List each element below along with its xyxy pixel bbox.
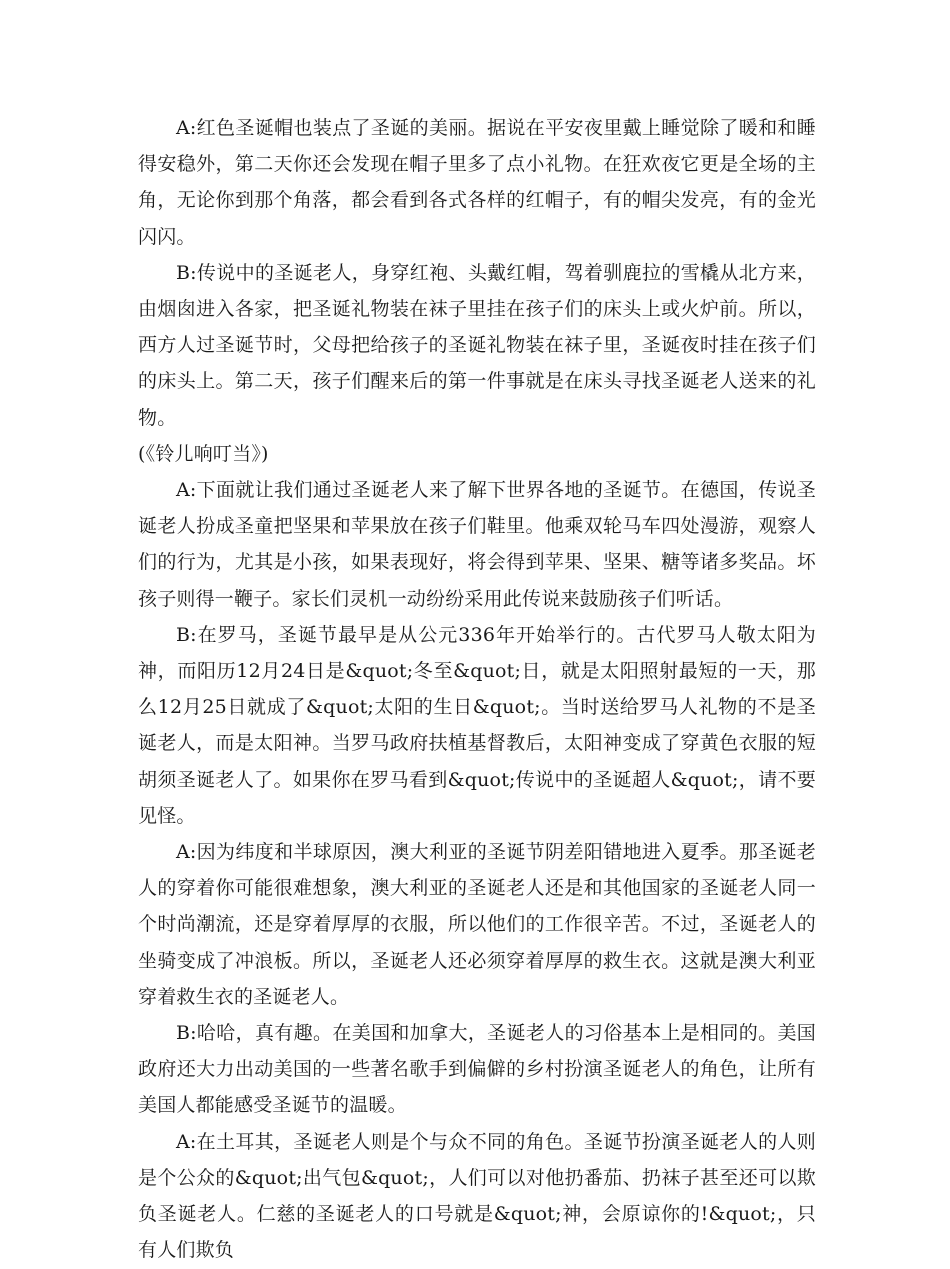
song-title-note: (《铃儿响叮当》) [138,442,269,465]
paragraph-a-turkey: A:在土耳其，圣诞老人则是个与众不同的角色。圣诞节扮演圣诞老人的人则是个公众的&quot;出气包&quot;，人们可以对他扔番茄、扔袜子甚至还可以欺负圣诞老人。仁慈的圣诞老人的口号就是&quot;神，会原谅你的!&quot;，只有人们欺负 [138,1130,816,1262]
paragraph-b-rome: B:在罗马，圣诞节最早是从公元336年开始举行的。古代罗马人敬太阳为神，而阳历12月24日是&quot;冬至&quot;日，就是太阳照射最短的一天，那么12月25日就成了&quot;太阳的生日&quot;。当时送给罗马人礼物的不是圣诞老人，而是太阳神。当罗马政府扶植基督教后，太阳神变成了穿黄色衣服的短胡须圣诞老人了。如果你在罗马看到&quot;传说中的圣诞超人&quot;，请不要见怪。 [138,623,816,827]
document-page [138,110,816,1269]
paragraph-a-australia: A:因为纬度和半球原因，澳大利亚的圣诞节阴差阳错地进入夏季。那圣诞老人的穿着你可能很难想象，澳大利亚的圣诞老人还是和其他国家的圣诞老人同一个时尚潮流，还是穿着厚厚的衣服，所以他们的工作很辛苦。不过，圣诞老人的坐骑变成了冲浪板。所以，圣诞老人还必须穿着厚厚的救生衣。这就是澳大利亚穿着救生衣的圣诞老人。 [138,841,816,1008]
paragraph-a-germany: A:下面就让我们通过圣诞老人来了解下世界各地的圣诞节。在德国，传说圣诞老人扮成圣童把坚果和苹果放在孩子们鞋里。他乘双轮马车四处漫游，观察人们的行为，尤其是小孩，如果表现好，将会得到苹果、坚果、糖等诸多奖品。坏孩子则得一鞭子。家长们灵机一动纷纷采用此传说来鼓励孩子们听话。 [138,479,816,610]
paragraph-b-santa-legend: B:传说中的圣诞老人，身穿红袍、头戴红帽，驾着驯鹿拉的雪橇从北方来，由烟囱进入各家，把圣诞礼物装在袜子里挂在孩子们的床头上或火炉前。所以，西方人过圣诞节时，父母把给孩子的圣诞礼物装在袜子里，圣诞夜时挂在孩子们的床头上。第二天，孩子们醒来后的第一件事就是在床头寻找圣诞老人送来的礼物。 [138,261,816,429]
paragraph-b-usa-canada: B:哈哈，真有趣。在美国和加拿大，圣诞老人的习俗基本上是相同的。美国政府还大力出动美国的一些著名歌手到偏僻的乡村扮演圣诞老人的角色，让所有美国人都能感受圣诞节的温暖。 [138,1022,816,1117]
paragraph-a-santa-hat: A:红色圣诞帽也装点了圣诞的美丽。据说在平安夜里戴上睡觉除了暖和和睡得安稳外，第二天你还会发现在帽子里多了点小礼物。在狂欢夜它更是全场的主角，无论你到那个角落，都会看到各式各样的红帽子，有的帽尖发亮，有的金光闪闪。 [138,117,816,248]
